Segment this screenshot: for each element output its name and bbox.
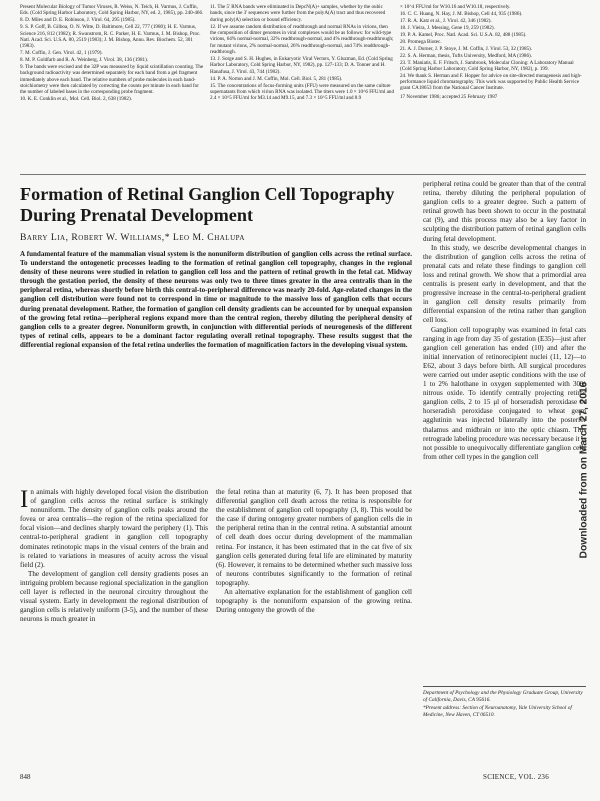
references-column-2 (210, 4, 394, 102)
reference-item: 14. P. A. Norton and J. M. Coffin, Mol. Cell. Biol. 5, 281 (1985). (210, 75, 343, 82)
reference-item: Present Molecular Biology of Tumor Viruses, R. Weiss, N. Teich, H. Varmus, J. Coffin, Eds. (Cold Spring Harbor Laboratory, Cold Spring Harbor, NY, ed. 2, 1985), pp. 240-466. (20, 4, 204, 17)
side-watermark (569, 330, 599, 610)
body-column-middle (216, 488, 412, 615)
reference-item: × 10^4 FFU/ml for W10.16 and W10.18, respectively. (400, 4, 511, 10)
reference-item: 20. Promega Biotec. (400, 38, 442, 45)
download-notice: Downloaded from on March 27, 2016 (578, 381, 590, 559)
author-affiliations (423, 686, 586, 720)
reference-item: 10. K. E. Conklin et al., Mol. Cell. Biol. 2, 638 (1982). (20, 96, 132, 103)
reference-item: 21. A. J. Dorner, J. P. Stoye, J. M. Coffin, J. Virol. 53, 32 (1985). (400, 45, 533, 52)
reference-item: 8. D. Miles and D. E. Robinson, J. Virol. 64, 295 (1985). (20, 17, 136, 24)
reference-item: 9. S. P. Goff, B. Gilboa, O. N. Witte, D. Baltimore, Cell 22, 777 (1980); H. E. Varmus, Science 216, 812 (1982); R. Swanstrom, R. C. Parker, H. E. Varmus, J. M. Bishop, Proc. Natl. Acad. Sci. U.S.A. 80, 2519 (1983); J. M. Bishop, Annu. Rev. Biochem. 52, 301 (1983). (20, 24, 201, 50)
journal-footer: SCIENCE, VOL. 236 (483, 773, 550, 781)
reference-item: 11. The 5' RNA bands were eliminated in DepcN(A)+ samples, whether by the oubic bands, since the 3' sequences were further from the polyA(A) tract and thus recovered during poly(A) selection or bound efficiency. (210, 4, 386, 23)
body-paragraph: Ganglion cell topography was examined in fetal cats ranging in age from day 35 of gestation (E35)—just after ganglion cell generation has ended (10) and after the initial innervation of retinorecipient nuclei (11, 12)—to E62, about 3 days before birth. All surgical procedures were carried out under aseptic conditions with the use of 1 to 2% halothane in oxygen supplemented with 30% nitrous oxide. To identify centrally projecting retinal ganglion cells, 2 to 15 μl of horseradish peroxidase or horseradish peroxidase conjugated to wheat germ agglutinin was injected bilaterally into the posterior thalamus and midbrain or into the optic chiasm. This retrograde labeling procedure was necessary because it is not possible to unequivocally differentiate ganglion cells from other cell types in the ganglion cell (423, 325, 586, 461)
reference-item: 8. M. P. Goldfarb and R. A. Weinberg, J. Virol. 38, 136 (1981). (20, 57, 149, 64)
body-paragraph: The development of ganglion cell density gradients poses an intriguing problem because regional specialization in the ganglion cell layer is reflected in the neuronal circuitry throughout the visual system. Early in development the regional distribution of ganglion cells is relatively uniform (3-5), and the number of these neurons is much greater in (20, 569, 208, 624)
body-paragraph: In animals with highly developed focal vision the distribution of ganglion cells across the retinal surface is strikingly nonuniform. The density of ganglion cells peaks around the fovea or area centralis—the region of the retina specialized for focal vision—and declines sharply toward the periphery (1). This central-to-peripheral gradient in ganglion cell topography dominates retinotopic maps in the visual centers of the brain and is related to variations in measures of acuity across the visual field (2). (20, 486, 208, 569)
reference-item: 12. If we assume random distribution of readthrough and normal RNAs in virions, then the composition of dimer genomes in viral complexes would be as follows: for wild-type virions, 64% normal-normal, 32% readthrough-normal, and 4% readthrough-readthrough; for mutant virions, 2% normal-normal, 26% readthrough-normal, and 74% readthrough-readthrough. (210, 23, 394, 55)
reference-item: 7. M. Coffin, J. Gen. Virol. 42, 1 (1979). (20, 50, 103, 57)
reference-item: 24. We thank S. Herman and F. Hopper for advice on site-directed mutagenesis and high-performance liquid chromatography. This work was supported by Public Health Service grant CA18653 from the National Cancer Institute. (400, 72, 582, 92)
article-title: Formation of Retinal Ganglion Cell Topography During Prenatal Development (20, 184, 395, 225)
page-number: 848 (20, 773, 31, 781)
references-column-3 (400, 4, 586, 100)
reference-item: 16. C. C. Huang, N. Hay, J. M. Bishop, Cell 44, 935 (1986). (400, 10, 523, 17)
body-paragraph: peripheral retina could be greater than that of the central retina, thereby diluting the peripheral population of ganglion cells to a greater degree. Such a pattern of retinal growth has been shown to occur in the postnatal cat (9), and this process may also be a key factor in sculpting the distribution pattern of retinal ganglion cells during fetal development. (423, 180, 586, 243)
body-column-right (423, 180, 586, 462)
reference-item: 17. R. A. Katz et al., J. Virol. 42, 346 (1982). (400, 17, 492, 24)
reference-item: 9. The bands were excised and the 32P was measured by liquid scintillation counting. The background radioactivity was determined separately for each band from a gel fragment immediately above each band. The relative numbers of probe molecules in each band-stoichiometry were then calculated by correcting the counts per minute in each band for the number of labeled bases in the corresponding probe fragment. (20, 64, 204, 96)
body-paragraph: the fetal retina than at maturity (6, 7). It has been proposed that differential ganglion cell death across the retina is responsible for the establishment of ganglion cell topography (3, 8). This would be the case if during ontogeny greater numbers of ganglion cells die in the peripheral retina than in the central retina. A substantial amount of cell death does occur during development of the mammalian retina. For instance, it has been estimated that in the cat five of six ganglion cells generated during fetal life are eliminated by maturity (6). However, it remains to be determined whether such massive loss of neurons contributes significantly to the formation of retinal topography. (216, 488, 412, 587)
reference-item: 22. S. A. Herman, thesis, Tufts University, Medford, MA (1986). (400, 52, 532, 59)
reference-item: 15. The concentrations of focus-forming units (FFU) were measured on the same culture supernatants from which virion RNA was isolated. The titers were 1.0 × 10^6 FFU/ml and 2.4 × 10^5 FFU/ml for M3.14 and M9.15, and 7.3 × 10^5 FFU/ml and 8.9 (210, 82, 394, 102)
body-paragraph: An alternative explanation for the establishment of ganglion cell topography is the nonuniform expansion of the growing retina. During ontogeny the growth of the (216, 588, 412, 615)
article-authors: Barry Lia, Robert W. Williams,* Leo M. Chalupa (20, 232, 245, 243)
section-divider (20, 174, 586, 175)
references-column-1 (20, 4, 204, 103)
reference-item: 19. P. A. Kamel, Proc. Natl. Acad. Sci. U.S.A. 82, 488 (1985). (400, 31, 527, 38)
article-abstract: A fundamental feature of the mammalian visual system is the nonuniform distribution of ganglion cells across the retinal surface. To understand the ontogenetic processes leading to the formation of retinal ganglion cell topography, changes in the regional density of these neurons were studied in relation to ganglion cell loss and the pattern of retinal growth in the fetal cat. Midway through the gestation period, the density of these neurons was only two to three times greater in the area centralis than in the peripheral retina, whereas shortly before birth this central-to-peripheral difference was nearly 20-fold. Age-related changes in the ganglion cell distribution were found not to correspond in time or magnitude to the massive loss of ganglion cells that occurs during prenatal development. Rather, the formation of ganglion cell density gradients can be accounted for by unequal expansion of the growing fetal retina—peripheral regions expand more than the central region, thereby diluting the peripheral density of ganglion cells to a greater degree. Nonuniform growth, in conjunction with differential periods of neurogenesis of the different types of retinal cells, appears to be a dominant factor regulating overall retinal topography. These results suggest that the differential regional expansion of the fetal retina underlies the formation of magnification factors in the developing visual system. (20, 250, 412, 349)
received-accepted-date: 17 November 1986; accepted 25 February 1987 (400, 93, 498, 100)
reference-item: 13. J. Sorge and S. H. Hughes, in Eukaryotic Viral Vectors, Y. Gluzman, Ed. (Cold Spring Harbor Laboratory, Cold Spring Harbor, NY, 1982), pp. 127-133; D. A. Tonner and H. Hanafusa, J. Virol. 43, 744 (1982). (210, 55, 393, 75)
body-column-left (20, 488, 208, 624)
affiliation-present-address: *Present address: Section of Neuroanatomy, Yale University School of Medicine, New Haven, CT 06510. (423, 705, 572, 718)
drop-cap: I (20, 486, 29, 513)
reference-item: 23. T. Maniatis, E. F. Fritsch, J. Sambrook, Molecular Cloning: A Laboratory Manual (Cold Spring Harbor Laboratory, Cold Spring Harbor, NY, 1982), p. 199. (400, 59, 574, 72)
affiliation: Department of Psychology and the Physiology Graduate Group, University of California, Davis, CA 95616. (423, 690, 583, 703)
reference-item: 18. J. Vieira, J. Messing, Gene 19, 259 (1982). (400, 24, 495, 31)
body-paragraph: In this study, we describe developmental changes in the distribution of ganglion cells across the retina of prenatal cats and relate these findings to ganglion cell loss and retinal growth. We show that a primordial area centralis is present early in development, and that the progressive increase in the central-to-peripheral gradient in ganglion cell density results primarily from differential expansion of the retina rather than ganglion cell loss. (423, 243, 586, 325)
